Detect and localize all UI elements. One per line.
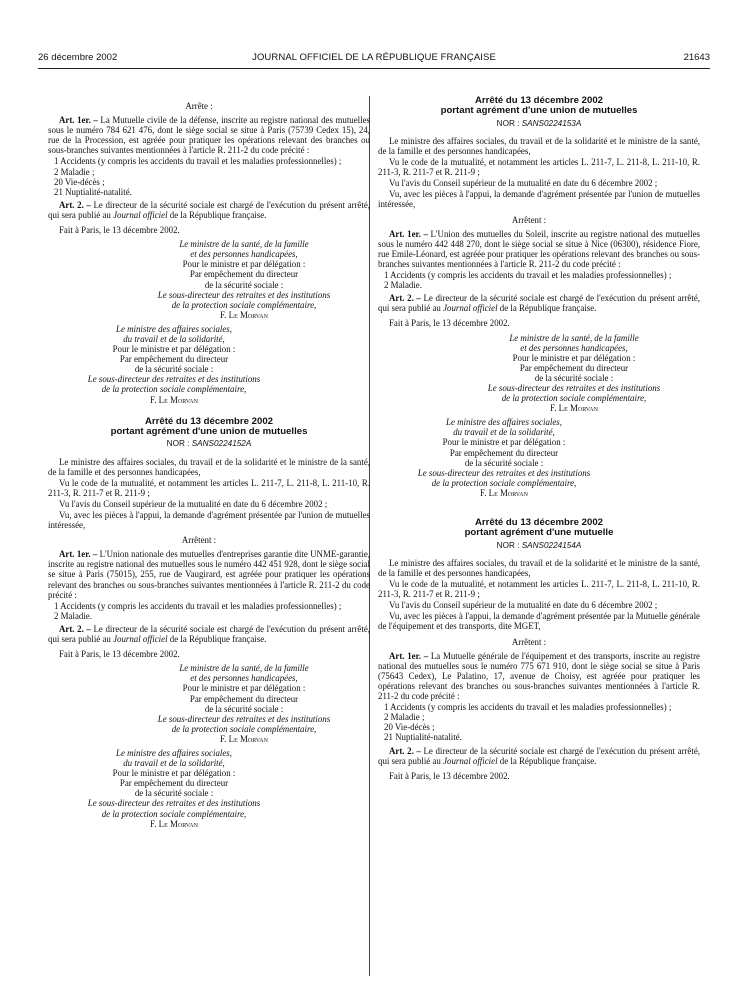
article-label: Art. 1er. – <box>389 650 429 661</box>
list-item: 21 Nuptialité-natalité. <box>54 186 132 197</box>
signature-block <box>378 417 700 498</box>
header-rule <box>38 68 710 69</box>
visa: Vu le code de la mutualité, et notamment les articles L. 211-7, L. 211-8, L. 211-10, R. 211-3, R. 211-7 et R. 211-9 ; <box>378 579 700 600</box>
article-label: Art. 2. – <box>389 745 421 756</box>
visa: Vu le code de la mutualité, et notamment les articles L. 211-7, L. 211-8, L. 211-10, R. 211-3, R. 211-7 et R. 211-9 ; <box>378 157 700 178</box>
list-item: 20 Vie-décès ; <box>54 176 105 187</box>
signatory-minister: Le ministre de la santé, de la famille <box>179 239 309 250</box>
visa: Vu l'avis du Conseil supérieur de la mutualité en date du 6 décembre 2002 ; <box>389 600 658 611</box>
nor-reference <box>378 541 700 551</box>
impediment-line: de la sécurité sociale : <box>134 364 214 375</box>
journal-title: JOURNAL OFFICIEL DE LA RÉPUBLIQUE FRANÇAISE <box>252 52 496 63</box>
article-text: Le directeur de la sécurité sociale est chargé de l'exécution du présent arrêté, qui sera publié au <box>48 199 370 220</box>
preamble: Le ministre des affaires sociales, du travail et de la solidarité et le ministre de la santé, de la famille et des personnes handicapées, <box>378 557 700 578</box>
delegation-line: Pour le ministre et par délégation : <box>512 352 636 363</box>
preamble: Le ministre des affaires sociales, du travail et de la solidarité et le ministre de la santé, de la famille et des personnes handicapées, <box>48 456 370 477</box>
page-header <box>38 52 710 66</box>
impediment-line: Par empêchement du directeur <box>189 693 299 704</box>
fait-a-paris: Fait à Paris, le 13 décembre 2002. <box>59 225 180 236</box>
signatory-minister: et des personnes handicapées, <box>190 673 298 684</box>
subdirector-title: de la protection sociale complémentaire, <box>101 384 247 395</box>
visa: Vu, avec les pièces à l'appui, la demande d'agrément présentée par l'union de mutuelles intéressée, <box>378 189 700 210</box>
branch-list <box>48 601 370 621</box>
list-item: 20 Vie-décès ; <box>384 722 435 733</box>
subdirector-title: de la protection sociale complémentaire, <box>501 393 647 404</box>
article-2 <box>48 624 370 644</box>
signatory-minister: Le ministre des affaires sociales, <box>116 323 232 334</box>
nor-code: SANS0224153A <box>521 118 582 128</box>
signature-block <box>48 324 370 405</box>
article-1 <box>48 549 370 599</box>
subdirector-title: Le sous-directeur des retraites et des institutions <box>157 713 331 724</box>
article-text: L'Union des mutuelles du Soleil, inscrite au registre national des mutuelles sous le numéro 442 448 270, dont le siège social se situe à Nice (06300), résidence Fiore, rue Emile-Léonard, est agréée pour pratiquer les opérations relevant des branches ou sous-branches suivantes mentionnées à l'article R. 211-2 du code précité : <box>378 228 700 269</box>
article-text: La Mutuelle civile de la défense, inscrite au registre national des mutuelles sous le numéro 784 621 476, dont le siège social se situe à Paris (75739 Cedex 15), 24, rue de la Procession, est agréée pour pratiquer les opérations relevant des branches ou sous-branches suivantes mentionnées à l'article R. 211-2 du code précité : <box>48 115 370 156</box>
article-text: de la République française. <box>169 209 267 220</box>
signatory-minister: Le ministre des affaires sociales, <box>116 747 232 758</box>
signatory-minister: Le ministre des affaires sociales, <box>446 417 562 428</box>
fait-a-paris: Fait à Paris, le 13 décembre 2002. <box>389 318 510 329</box>
visa: Vu, avec les pièces à l'appui, la demande d'agrément présentée par la Mutuelle générale de l'équipement et des transports, dite MGET, <box>378 611 700 632</box>
impediment-line: de la sécurité sociale : <box>204 279 284 290</box>
signatory-minister: et des personnes handicapées, <box>520 342 628 353</box>
arrete-label: Arrête : <box>185 101 213 111</box>
journal-reference: Journal officiel <box>443 303 498 314</box>
title-line: Arrêté du 13 décembre 2002 <box>145 415 273 427</box>
page-number: 21643 <box>683 52 710 63</box>
fait-a-paris: Fait à Paris, le 13 décembre 2002. <box>389 770 510 781</box>
signatory-name: F. Le Morvan <box>220 733 268 744</box>
article-label: Art. 2. – <box>59 623 91 634</box>
impediment-line: Par empêchement du directeur <box>119 778 229 789</box>
signature-block <box>48 663 370 744</box>
visa: Vu l'avis du Conseil supérieur de la mutualité en date du 6 décembre 2002 ; <box>59 498 328 509</box>
preamble: Le ministre des affaires sociales, du travail et de la solidarité et le ministre de la santé, de la famille et des personnes handicapées, <box>378 135 700 156</box>
delegation-line: Pour le ministre et par délégation : <box>182 259 306 270</box>
journal-reference: Journal officiel <box>443 755 498 766</box>
left-column <box>48 96 370 833</box>
article-label: Art. 2. – <box>389 293 421 304</box>
list-item: 1 Accidents (y compris les accidents du travail et les maladies professionnelles) ; <box>54 156 342 167</box>
article-2 <box>378 293 700 313</box>
signature-block <box>48 239 370 320</box>
arrete-label: Arrêtent : <box>181 535 217 546</box>
signatory-minister: Le ministre de la santé, de la famille <box>509 332 639 343</box>
signatory-minister: du travail et de la solidarité, <box>123 758 225 769</box>
arrete-label: Arrêtent : <box>511 214 547 225</box>
list-item: 2 Maladie. <box>54 610 92 621</box>
impediment-line: Par empêchement du directeur <box>449 447 559 458</box>
article-text: L'Union nationale des mutuelles d'entreprises garantie dite UNME-garantie, inscrite au registre national des mutuelles sous le numéro 442 451 928, dont le siège social se situe à Paris (75015), 255, rue de Vaugirard, est agréée pour pratiquer les opérations relevant des branches ou sous-branches suivantes mentionnées à l'article R. 211-2 du code précité : <box>48 549 371 600</box>
visa: Vu, avec les pièces à l'appui, la demande d'agrément présentée par l'union de mutuelles intéressée, <box>48 510 370 531</box>
list-item: 21 Nuptialité-natalité. <box>384 732 462 743</box>
impediment-line: de la sécurité sociale : <box>464 457 544 468</box>
title-line: Arrêté du 13 décembre 2002 <box>475 517 603 528</box>
impediment-line: de la sécurité sociale : <box>534 372 614 383</box>
article-2 <box>48 200 370 220</box>
title-line: Arrêté du 13 décembre 2002 <box>475 95 603 106</box>
article-2 <box>378 746 700 766</box>
title-line: portant agrément d'une union de mutuelles <box>440 105 638 117</box>
title-line: portant agrément d'une union de mutuelles <box>110 426 308 438</box>
article-label: Art. 1er. – <box>59 549 98 560</box>
signatory-name: F. Le Morvan <box>480 487 528 498</box>
article-text: Le directeur de la sécurité sociale est chargé de l'exécution du présent arrêté, qui sera publié au <box>48 623 370 645</box>
article-label: Art. 1er. – <box>389 228 428 239</box>
signatory-name: F. Le Morvan <box>150 818 198 829</box>
header-date: 26 décembre 2002 <box>38 52 118 63</box>
subdirector-title: Le sous-directeur des retraites et des institutions <box>417 467 591 478</box>
delegation-line: Pour le ministre et par délégation : <box>182 683 306 694</box>
impediment-line: Par empêchement du directeur <box>519 362 629 373</box>
arrete-title <box>378 96 700 117</box>
list-item: 1 Accidents (y compris les accidents du travail et les maladies professionnelles) ; <box>384 702 672 713</box>
signatory-minister: Le ministre de la santé, de la famille <box>179 663 309 674</box>
subdirector-title: Le sous-directeur des retraites et des institutions <box>87 798 261 809</box>
impediment-line: de la sécurité sociale : <box>204 703 284 714</box>
journal-reference: Journal officiel <box>113 209 168 220</box>
nor-code: SANS0224152A <box>191 439 252 449</box>
article-text: de la République française. <box>169 634 267 645</box>
article-text: de la République française. <box>499 755 597 766</box>
nor-label: NOR : <box>496 540 520 550</box>
article-label: Art. 1er. – <box>59 115 98 126</box>
signatory-name: F. Le Morvan <box>220 309 268 320</box>
delegation-line: Pour le ministre et par délégation : <box>442 437 566 448</box>
journal-reference: Journal officiel <box>113 634 168 645</box>
branch-list <box>378 270 700 290</box>
right-column <box>378 96 700 785</box>
article-text: Le directeur de la sécurité sociale est chargé de l'exécution du présent arrêté, qui sera publié au <box>378 745 700 766</box>
delegation-line: Pour le ministre et par délégation : <box>112 344 236 355</box>
list-item: 1 Accidents (y compris les accidents du travail et les maladies professionnelles) ; <box>384 270 672 281</box>
article-1 <box>48 115 370 155</box>
arrete-title <box>378 518 700 539</box>
subdirector-title: de la protection sociale complémentaire, <box>171 299 317 310</box>
signatory-minister: du travail et de la solidarité, <box>123 333 225 344</box>
impediment-line: Par empêchement du directeur <box>189 269 299 280</box>
nor-label: NOR : <box>496 118 520 128</box>
article-1 <box>378 229 700 269</box>
subdirector-title: de la protection sociale complémentaire, <box>171 723 317 734</box>
signatory-name: F. Le Morvan <box>150 394 198 405</box>
branch-list <box>378 702 700 742</box>
signature-block <box>48 748 370 829</box>
nor-label: NOR : <box>166 439 190 449</box>
subdirector-title: Le sous-directeur des retraites et des institutions <box>87 374 261 385</box>
subdirector-title: de la protection sociale complémentaire, <box>101 808 247 819</box>
nor-reference <box>378 119 700 129</box>
branch-list <box>48 156 370 196</box>
subdirector-title: Le sous-directeur des retraites et des institutions <box>487 382 661 393</box>
article-label: Art. 2. – <box>59 199 91 210</box>
impediment-line: Par empêchement du directeur <box>119 354 229 365</box>
visa: Vu l'avis du Conseil supérieur de la mutualité en date du 6 décembre 2002 ; <box>389 178 658 189</box>
title-line: portant agrément d'une mutuelle <box>464 527 614 539</box>
article-text: de la République française. <box>499 303 597 314</box>
article-text: Le directeur de la sécurité sociale est chargé de l'exécution du présent arrêté, qui sera publié au <box>378 293 700 314</box>
list-item: 1 Accidents (y compris les accidents du travail et les maladies professionnelles) ; <box>54 600 342 611</box>
list-item: 2 Maladie ; <box>384 712 425 723</box>
signature-block <box>378 333 700 414</box>
article-1 <box>378 651 700 701</box>
nor-code: SANS0224154A <box>521 540 582 550</box>
arrete-title <box>48 417 370 438</box>
signatory-name: F. Le Morvan <box>550 403 598 414</box>
signatory-minister: et des personnes handicapées, <box>190 249 298 260</box>
article-text: La Mutuelle générale de l'équipement et des transports, inscrite au registre national des mutuelles sous le numéro 775 671 910, dont le siège social se situe à Paris (75643 Cedex), Le Palatino, 17, avenue de Choisy, est agréée pour pratiquer les opérations relevant des branches ou sous-branches suivantes mentionnées à l'article R. 211-2 du code précité : <box>378 650 701 702</box>
impediment-line: de la sécurité sociale : <box>134 788 214 799</box>
delegation-line: Pour le ministre et par délégation : <box>112 768 236 779</box>
fait-a-paris: Fait à Paris, le 13 décembre 2002. <box>59 649 180 660</box>
arrete-label: Arrêtent : <box>511 636 547 647</box>
subdirector-title: Le sous-directeur des retraites et des institutions <box>157 289 331 300</box>
nor-reference <box>48 439 370 449</box>
list-item: 2 Maladie. <box>384 280 422 291</box>
list-item: 2 Maladie ; <box>54 166 95 177</box>
subdirector-title: de la protection sociale complémentaire, <box>431 477 577 488</box>
visa: Vu le code de la mutualité, et notamment les articles L. 211-7, L. 211-8, L. 211-10, R. 211-3, R. 211-7 et R. 211-9 ; <box>48 477 370 498</box>
signatory-minister: du travail et de la solidarité, <box>453 427 555 438</box>
